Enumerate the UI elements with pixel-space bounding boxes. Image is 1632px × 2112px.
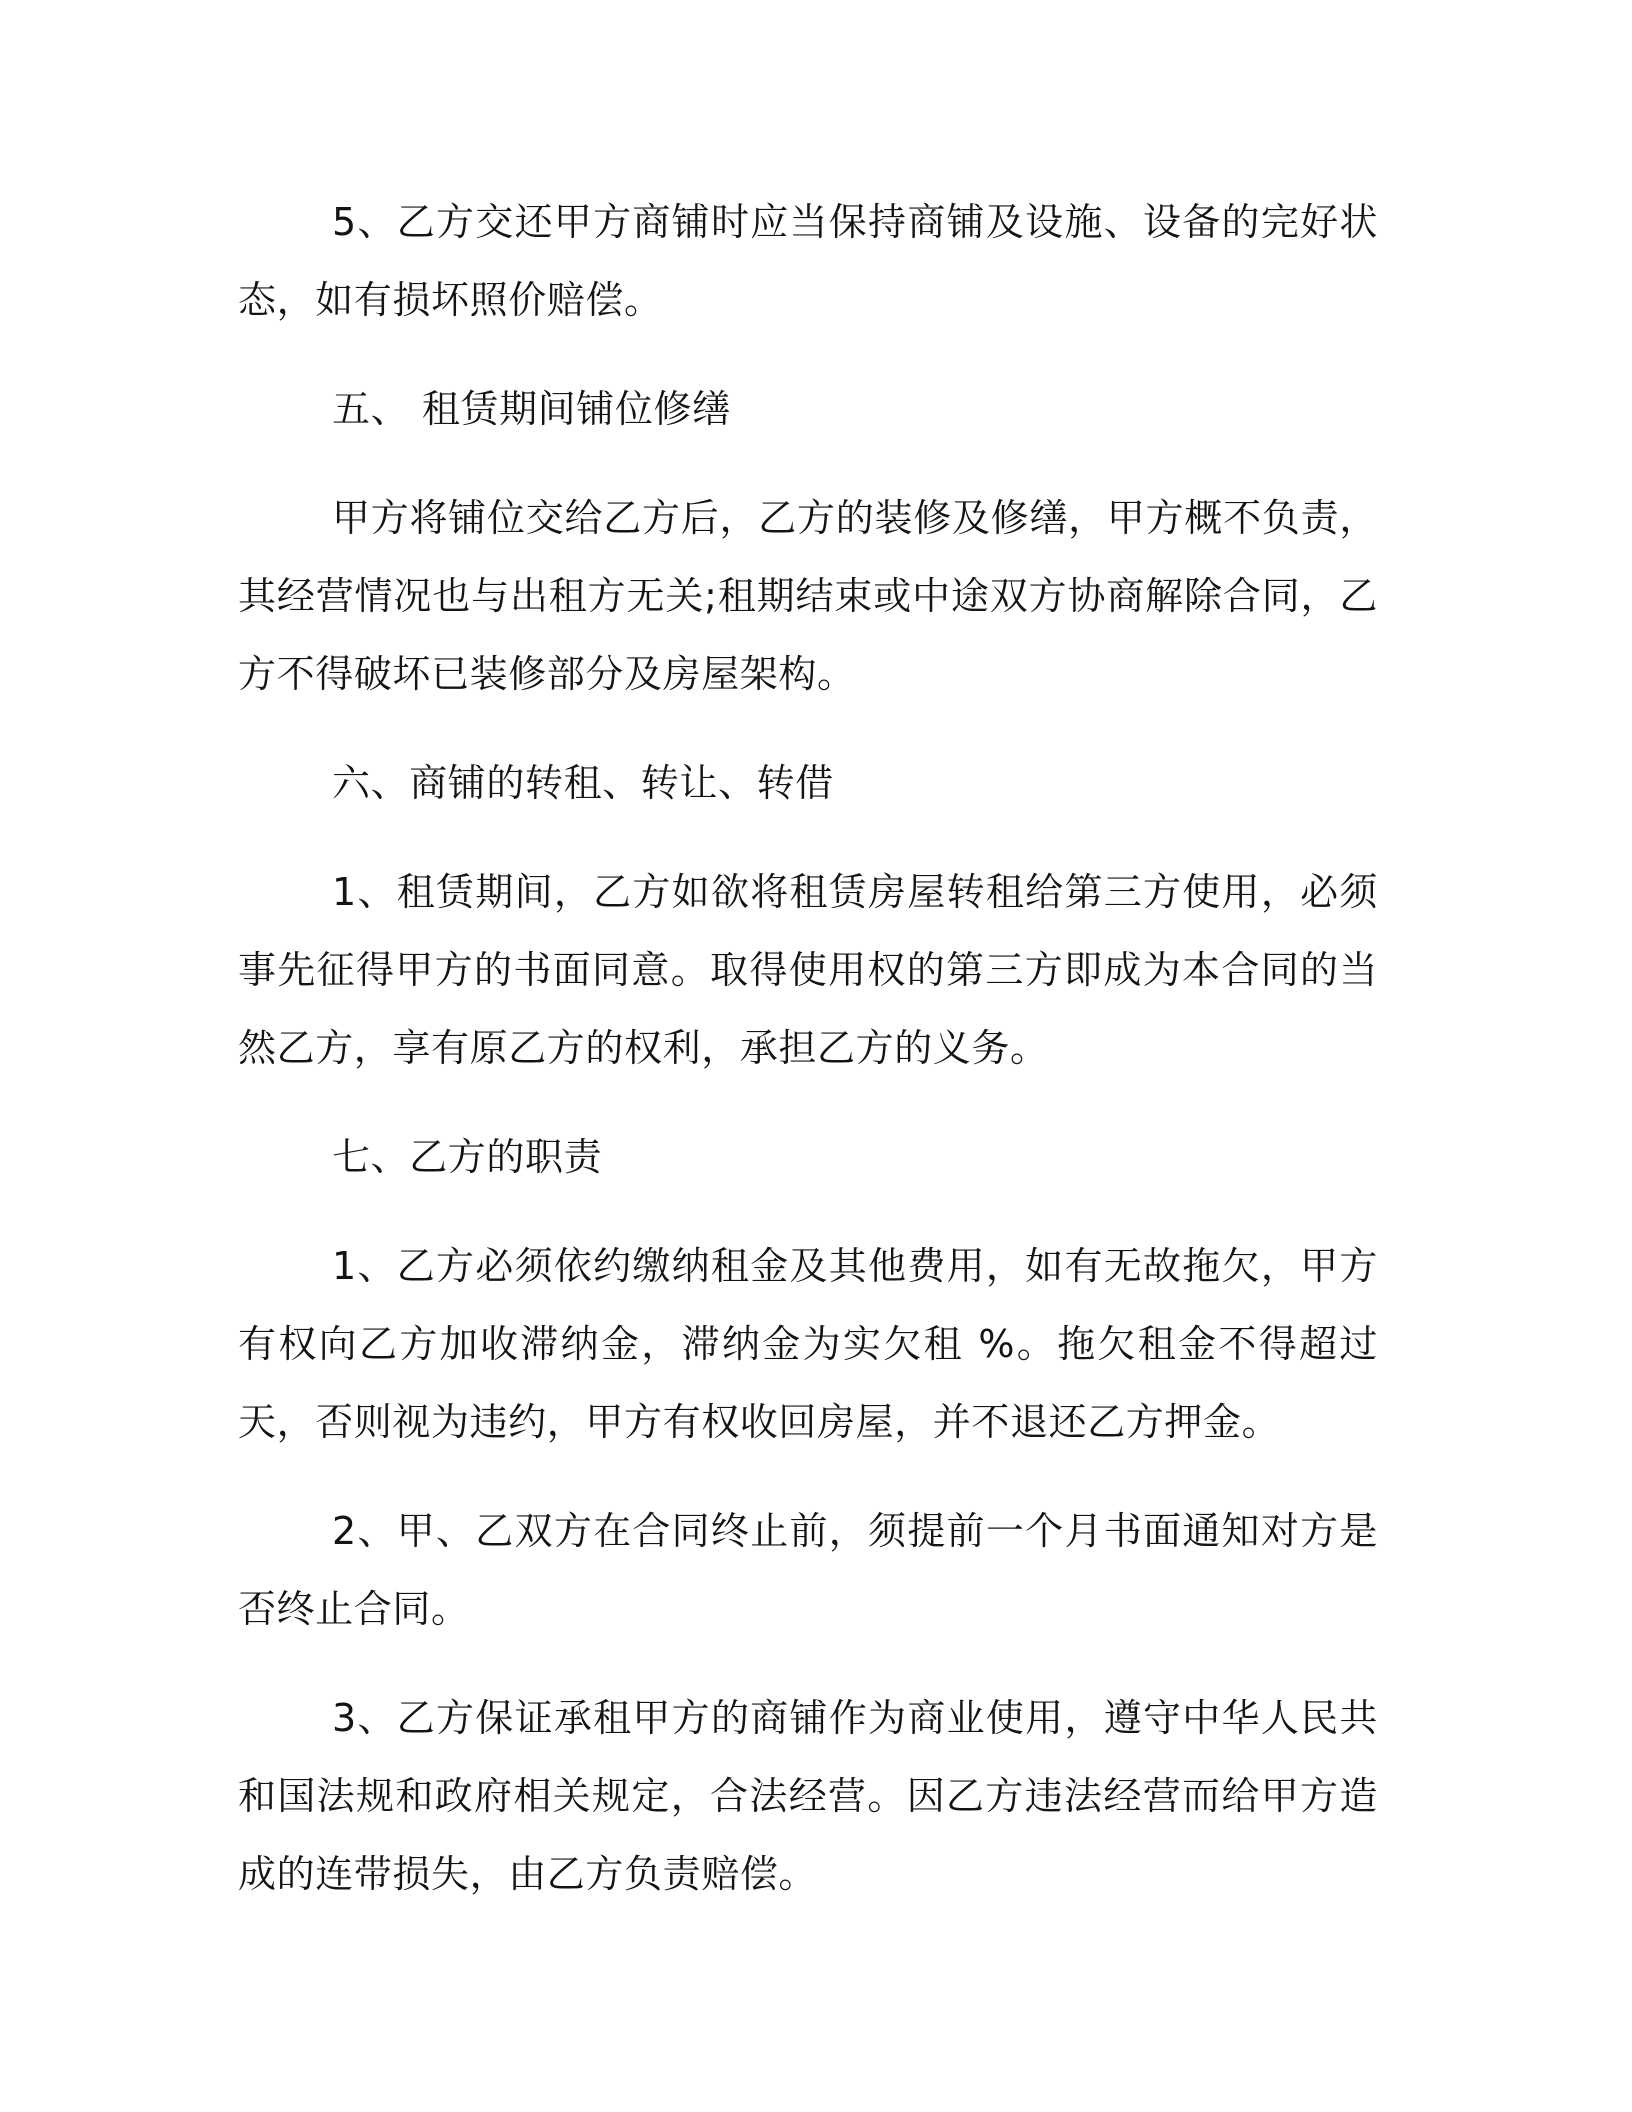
clause-6-1-sublease: 1、租赁期间，乙方如欲将租赁房屋转租给第三方使用，必须事先征得甲方的书面同意。取得使用权的第三方即成为本合同的当然乙方，享有原乙方的权利，承担乙方的义务。 bbox=[238, 870, 1378, 1070]
section-5-heading: 五、 租赁期间铺位修缮 bbox=[332, 387, 731, 431]
clause-4-5-return-shop: 5、乙方交还甲方商铺时应当保持商铺及设施、设备的完好状态，如有损坏照价赔偿。 bbox=[238, 200, 1378, 322]
section-7-heading: 七、乙方的职责 bbox=[332, 1135, 603, 1179]
clause-7-2-termination-notice: 2、甲、乙双方在合同终止前，须提前一个月书面通知对方是否终止合同。 bbox=[238, 1509, 1378, 1631]
section-5-body: 甲方将铺位交给乙方后，乙方的装修及修缮，甲方概不负责，其经营情况也与出租方无关;租期结束或中途双方协商解除合同，乙方不得破坏已装修部分及房屋架构。 bbox=[238, 496, 1378, 696]
clause-7-1-rent-payment: 1、乙方必须依约缴纳租金及其他费用，如有无故拖欠，甲方有权向乙方加收滞纳金，滞纳金为实欠租 %。拖欠租金不得超过 天，否则视为违约，甲方有权收回房屋，并不退还乙方押金。 bbox=[238, 1244, 1378, 1444]
clause-7-3-legal-operation: 3、乙方保证承租甲方的商铺作为商业使用，遵守中华人民共和国法规和政府相关规定，合法经营。因乙方违法经营而给甲方造成的连带损失，由乙方负责赔偿。 bbox=[238, 1696, 1378, 1896]
section-6-heading: 六、商铺的转租、转让、转借 bbox=[332, 761, 834, 805]
document-body bbox=[238, 183, 1378, 1913]
